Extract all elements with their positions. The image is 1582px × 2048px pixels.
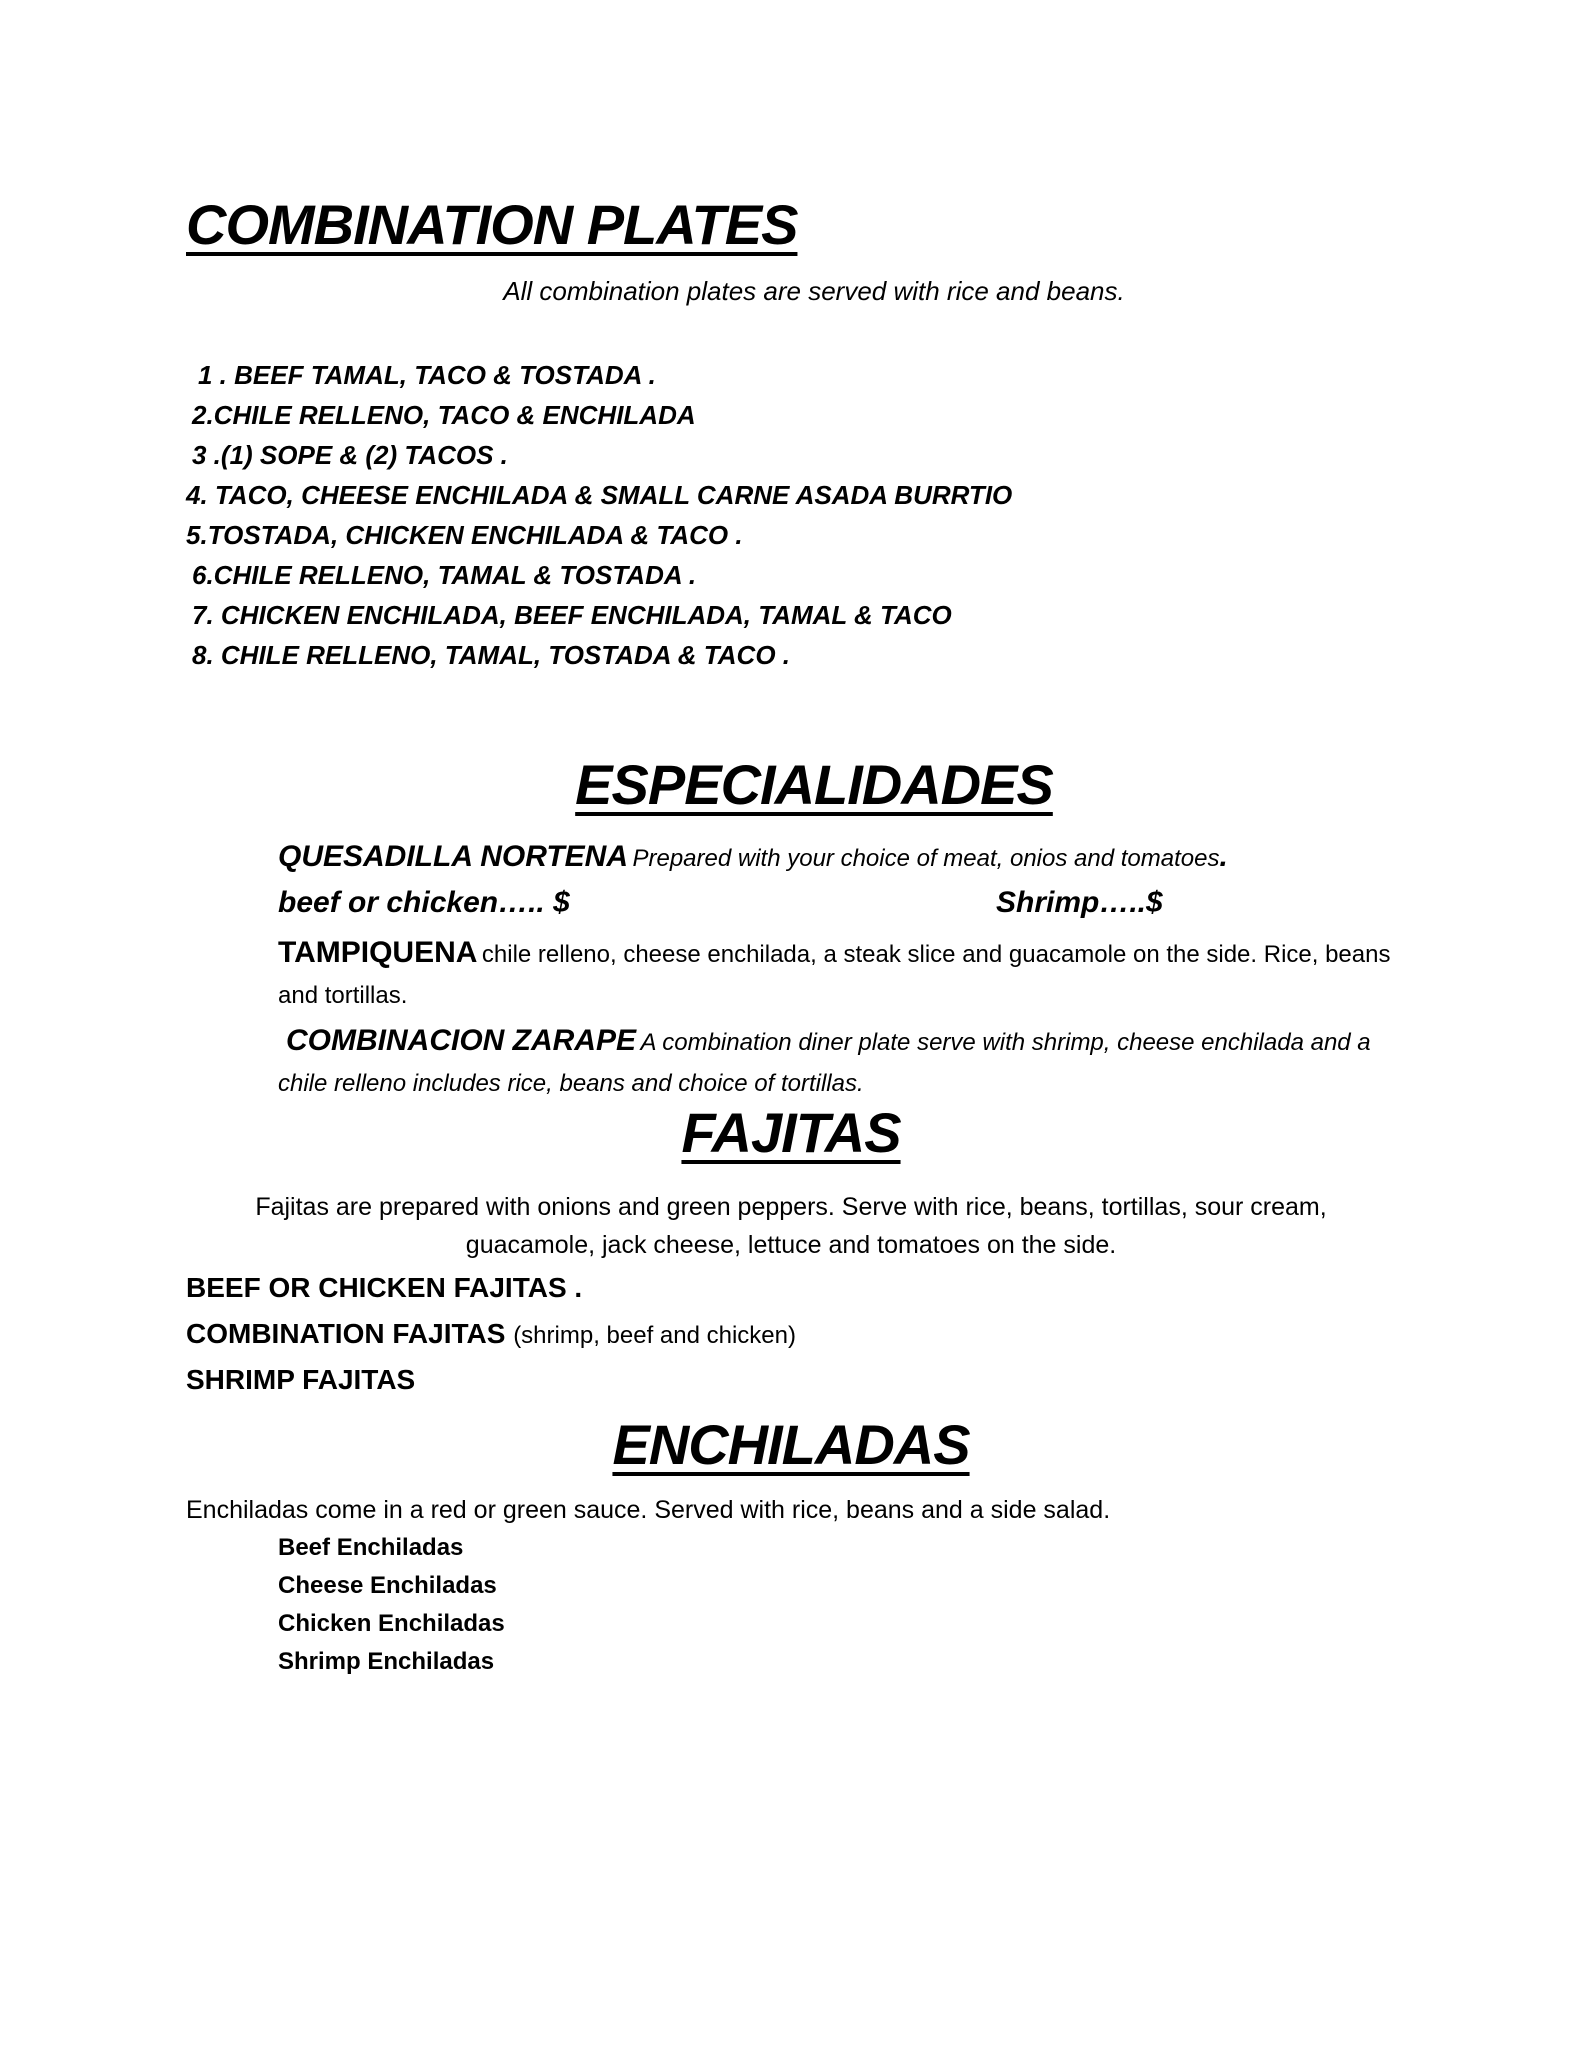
quesadilla-nortena-name: QUESADILLA NORTENA [278,840,629,873]
combo-item: 7. CHICKEN ENCHILADA, BEEF ENCHILADA, TAMAL & TACO [192,600,952,630]
combinacion-zarape-name: COMBINACION ZARAPE [286,1024,636,1057]
fajitas-note [0,1188,1582,1264]
fajitas-item [186,1364,415,1396]
especialidades-title: ESPECIALIDADES [575,753,1053,816]
fajitas-item [186,1272,582,1304]
enchiladas-item: Cheese Enchiladas [278,1572,497,1599]
enchiladas-item: Chicken Enchiladas [278,1610,505,1637]
combinacion-zarape-desc: A combination diner plate serve with shrimp, cheese enchilada and a chile relleno includes rice, beans and choice of tortillas. [278,1029,1371,1097]
quesadilla-nortena-row [278,840,1228,874]
tampiquena-name: TAMPIQUENA [278,936,478,969]
tampiquena-row [278,934,1398,1018]
fajitas-item [186,1318,796,1350]
fajitas-item-name: COMBINATION FAJITAS [186,1318,506,1349]
enchiladas-title: ENCHILADAS [612,1413,970,1476]
fajitas-item-sub: (shrimp, beef and chicken) [513,1322,796,1349]
combo-item: 5.TOSTADA, CHICKEN ENCHILADA & TACO . [186,520,743,550]
combo-item: 2.CHILE RELLENO, TACO & ENCHILADA [192,400,696,430]
enchiladas-item: Beef Enchiladas [278,1534,464,1561]
quesadilla-nortena-desc: Prepared with your choice of meat, onios and tomatoes [632,845,1220,872]
combination-plates-note: All combination plates are served with rice and beans. [503,276,1125,306]
combination-plates-title: COMBINATION PLATES [186,193,798,256]
combo-item: 3 .(1) SOPE & (2) TACOS . [192,440,508,470]
quesadilla-price-shrimp: Shrimp…..$ [996,886,1163,919]
fajitas-item-name: BEEF OR CHICKEN FAJITAS . [186,1272,583,1303]
enchiladas-note: Enchiladas come in a red or green sauce. Served with rice, beans and a side salad. [186,1496,1111,1524]
combo-item: 6.CHILE RELLENO, TAMAL & TOSTADA . [192,560,697,590]
combo-item: 1 . BEEF TAMAL, TACO & TOSTADA . [198,360,656,390]
quesadilla-price-beef-chicken: beef or chicken….. $ [278,886,570,919]
fajitas-note-text: Fajitas are prepared with onions and green peppers. Serve with rice, beans, tortillas, sour cream, guacamole, jack cheese, lettuce and tomatoes on the side. [255,1193,1327,1259]
combo-item: 8. CHILE RELLENO, TAMAL, TOSTADA & TACO . [192,640,790,670]
combo-item: 4. TACO, CHEESE ENCHILADA & SMALL CARNE ASADA BURRTIO [186,480,1013,510]
quesadilla-nortena-period: . [1219,840,1228,873]
fajitas-item-name: SHRIMP FAJITAS [186,1364,416,1395]
tampiquena-desc: chile relleno, cheese enchilada, a steak slice and guacamole on the side. Rice, beans and tortillas. [278,941,1391,1009]
enchiladas-item: Shrimp Enchiladas [278,1648,495,1675]
combinacion-zarape-row [278,1022,1378,1106]
fajitas-title: FAJITAS [681,1101,901,1164]
